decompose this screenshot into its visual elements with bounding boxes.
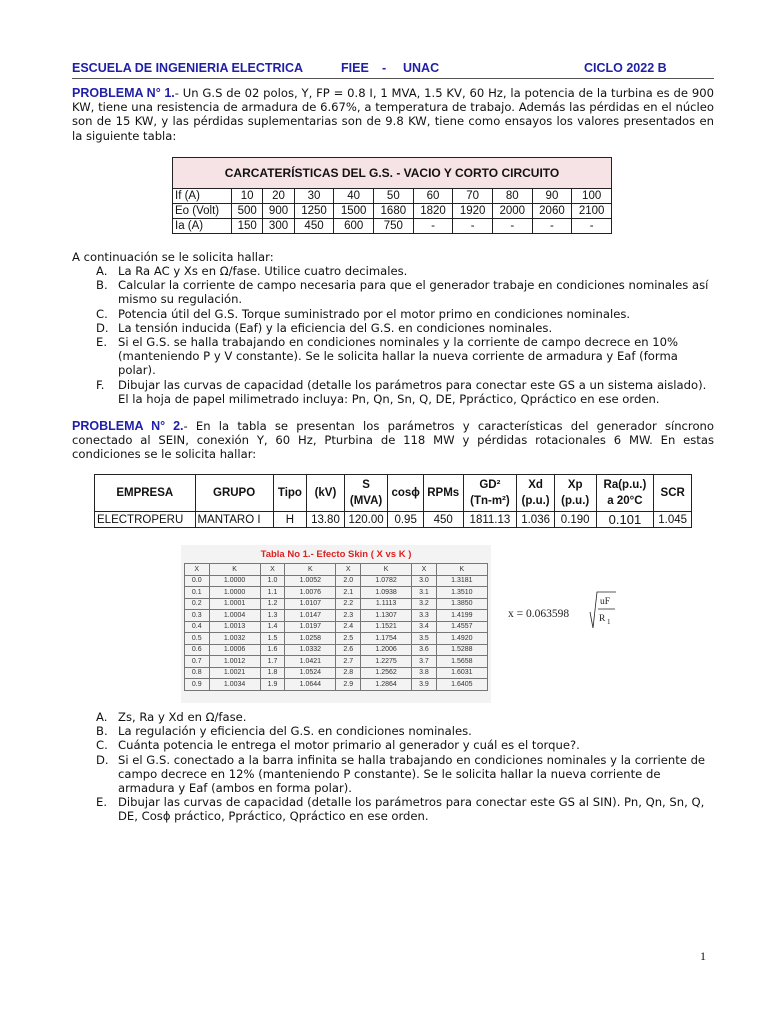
table-cell: 1.0006 (209, 644, 260, 656)
table-cell: ELECTROPERU (95, 512, 196, 528)
table-cell: 2.0 (336, 575, 361, 587)
skin-effect-table (181, 545, 491, 703)
table-cell: 2.4 (336, 621, 361, 633)
table-row (95, 512, 692, 528)
item-letter: C. (96, 306, 108, 321)
col-s (344, 475, 388, 512)
table-cell: 1811.13 (463, 512, 517, 528)
table-cell: 2000 (492, 204, 532, 219)
table-cell: 1.0197 (285, 621, 336, 633)
table-cell: 0.3 (185, 610, 210, 622)
table-cell: - (453, 219, 493, 234)
list-item (96, 278, 714, 306)
item-text: Zs, Ra y Xd en Ω/fase. (118, 710, 247, 724)
table-cell: 300 (263, 219, 294, 234)
item-letter: D. (96, 752, 109, 767)
formula-lhs: x = 0.063598 (508, 608, 570, 620)
problem-2-questions (96, 710, 714, 824)
table-cell: 1.5288 (436, 644, 487, 656)
item-text: Si el G.S. conectado a la barra infinita se halla trabajando en condiciones nominales y la corriente de campo decrece en 12% (manteniendo P constante). Se le solicita hallar la nueva corriente de armadura y Eaf (ambos en forma polar). (118, 752, 706, 796)
table-cell: 40 (334, 189, 374, 204)
table-cell: 30 (294, 189, 334, 204)
table-cell: 1.0421 (285, 656, 336, 668)
table-cell: 450 (294, 219, 334, 234)
item-letter: A. (96, 264, 108, 278)
row-label: If (A) (173, 189, 232, 204)
col-empresa: EMPRESA (95, 475, 196, 512)
table-cell: 1.3 (260, 610, 285, 622)
table-cell: 1.0 (260, 575, 285, 587)
col-ra-line1: Ra(p.u.) (603, 479, 647, 491)
table-cell: 2.7 (336, 656, 361, 668)
item-letter: F. (96, 377, 105, 392)
table-cell: 1.3510 (436, 587, 487, 599)
open-short-circuit-table (172, 157, 612, 234)
table-cell: 1.0012 (209, 656, 260, 668)
table-cell: 0.1 (185, 587, 210, 599)
list-item (96, 753, 714, 796)
table-cell: - (532, 219, 572, 234)
header-cell: X (260, 564, 285, 576)
table-cell: 750 (374, 219, 414, 234)
table-cell: 1.0013 (209, 621, 260, 633)
header-cell: K (285, 564, 336, 576)
header-dash: - (382, 61, 387, 75)
table-cell: 0.2 (185, 598, 210, 610)
university-name: UNAC (403, 61, 440, 75)
table-cell: 1500 (334, 204, 374, 219)
table-cell: 3.0 (412, 575, 437, 587)
generator-parameters-table (94, 474, 692, 528)
table-cell: 1.0107 (285, 598, 336, 610)
item-letter: E. (96, 795, 108, 810)
page-number: 1 (700, 949, 706, 963)
list-item (96, 378, 714, 406)
formula-subscript: 1 (607, 618, 611, 626)
page-header (72, 60, 714, 79)
table-cell: 3.7 (412, 656, 437, 668)
col-scr: SCR (654, 475, 692, 512)
table-cell: MANTARO I (195, 512, 273, 528)
table-cell: 20 (263, 189, 294, 204)
table-row (185, 656, 488, 668)
table-cell: 0.6 (185, 644, 210, 656)
problem-1-questions (96, 264, 714, 406)
col-ra-line2: a 20°C (607, 495, 643, 507)
problem-1-label: PROBLEMA N° 1. (72, 86, 175, 100)
table-cell: 120.00 (344, 512, 388, 528)
table-cell: 2060 (532, 204, 572, 219)
table-cell: 1.0052 (285, 575, 336, 587)
table-row (185, 587, 488, 599)
header-cell: X (185, 564, 210, 576)
table-cell: 10 (232, 189, 263, 204)
table-cell: 1.4 (260, 621, 285, 633)
table-cell: 500 (232, 204, 263, 219)
table-cell: 80 (492, 189, 532, 204)
table-row (173, 219, 612, 234)
table-cell: - (492, 219, 532, 234)
formula-denominator: R (599, 614, 606, 624)
table-cell: 0.7 (185, 656, 210, 668)
table-cell: 60 (413, 189, 453, 204)
table-cell: 1.1113 (360, 598, 411, 610)
table-cell: 1680 (374, 204, 414, 219)
table-row (185, 679, 488, 691)
table-cell: 0.4 (185, 621, 210, 633)
row-label: Eo (Volt) (173, 204, 232, 219)
col-tipo: Tipo (273, 475, 307, 512)
table-cell: 450 (423, 512, 463, 528)
table-cell: 3.1 (412, 587, 437, 599)
table-row (185, 598, 488, 610)
col-rpm: RPMs (423, 475, 463, 512)
list-item (96, 321, 714, 335)
table-1-title: CARCATERÍSTICAS DEL G.S. - VACIO Y CORTO CIRCUITO (172, 157, 612, 188)
table-cell: 3.8 (412, 667, 437, 679)
table-row (185, 633, 488, 645)
problem-2-label: PROBLEMA N° 2. (72, 419, 184, 433)
col-cos: cosϕ (388, 475, 424, 512)
skin-table-grid (184, 563, 488, 691)
table-cell: 1.0258 (285, 633, 336, 645)
table-cell: 1.0034 (209, 679, 260, 691)
list-item (96, 738, 714, 752)
col-gd-line2: (Tn-m²) (470, 495, 510, 507)
table-cell: 2.9 (336, 679, 361, 691)
table-cell: 1.3181 (436, 575, 487, 587)
table-row (173, 204, 612, 219)
item-letter: A. (96, 710, 108, 724)
problem-1-lead: A continuación se le solicita hallar: (72, 250, 274, 264)
table-cell: - (413, 219, 453, 234)
row-label: Ia (A) (173, 219, 232, 234)
col-s-line2: (MVA) (349, 495, 383, 507)
table-cell: 1920 (453, 204, 493, 219)
table-cell: 3.5 (412, 633, 437, 645)
table-cell: 0.0 (185, 575, 210, 587)
item-letter: C. (96, 738, 108, 753)
table-cell: 1.0524 (285, 667, 336, 679)
skin-formula (506, 590, 616, 634)
table-cell: 600 (334, 219, 374, 234)
header-cell: K (209, 564, 260, 576)
list-item (96, 307, 714, 321)
table-cell: 3.6 (412, 644, 437, 656)
item-text: Calcular la corriente de campo necesaria para que el generador trabaje en condiciones nominales así mismo su regulación. (118, 278, 709, 307)
col-kv: (kV) (307, 475, 345, 512)
table-cell: 1.6031 (436, 667, 487, 679)
col-xp-line2: (p.u.) (561, 495, 590, 507)
table-cell: 90 (532, 189, 572, 204)
item-text: Potencia útil del G.S. Torque suministrado por el motor primo en condiciones nominales. (118, 306, 631, 321)
table-row (185, 575, 488, 587)
faculty-name: FIEE (341, 61, 369, 75)
table-cell: 1.2275 (360, 656, 411, 668)
table-row (185, 621, 488, 633)
table-header-row (185, 564, 488, 576)
col-gd-line1: GD² (479, 479, 501, 491)
table-row (173, 189, 612, 204)
table-cell: 1.0644 (285, 679, 336, 691)
table-row (185, 667, 488, 679)
table-cell: 1.045 (654, 512, 692, 528)
col-xd-line1: Xd (528, 479, 543, 491)
table-cell: 1.6 (260, 644, 285, 656)
table-cell: 1.1521 (360, 621, 411, 633)
table-cell: 0.190 (554, 512, 596, 528)
table-cell: 1250 (294, 204, 334, 219)
cycle-label: CICLO 2022 B (584, 61, 667, 75)
table-cell: 2.6 (336, 644, 361, 656)
table-cell: 2.3 (336, 610, 361, 622)
table-cell: 1.4199 (436, 610, 487, 622)
table-cell: 1.5658 (436, 656, 487, 668)
item-text: La regulación y eficiencia del G.S. en condiciones nominales. (118, 724, 472, 739)
table-cell: - (572, 219, 612, 234)
table-cell: 1.1754 (360, 633, 411, 645)
table-cell: 1.8 (260, 667, 285, 679)
table-row (185, 610, 488, 622)
col-ra (596, 475, 654, 512)
table-cell: 1.2 (260, 598, 285, 610)
item-text: Dibujar las curvas de capacidad (detalle los parámetros para conectar este GS al SIN). Pn, Qn, Sn, Q, DE, Cosϕ práctico, Ppráctico, Qpráctico en ese orden. (118, 795, 705, 824)
school-name: ESCUELA DE INGENIERIA ELECTRICA (72, 61, 304, 75)
problem-2-statement (72, 419, 714, 462)
table-cell: 1.5 (260, 633, 285, 645)
table-cell: 1.4557 (436, 621, 487, 633)
table-cell: 2.2 (336, 598, 361, 610)
table-cell: 2.5 (336, 633, 361, 645)
table-cell: 1.036 (517, 512, 555, 528)
table-cell: 0.101 (596, 512, 654, 528)
table-1-grid (172, 188, 612, 234)
table-cell: 1.0001 (209, 598, 260, 610)
problem-1-statement (72, 86, 714, 143)
table-row (185, 644, 488, 656)
table-cell: 0.9 (185, 679, 210, 691)
table-cell: 1.1 (260, 587, 285, 599)
table-cell: 1.4920 (436, 633, 487, 645)
table-cell: 1.0032 (209, 633, 260, 645)
item-text: Si el G.S. se halla trabajando en condiciones nominales y la corriente de campo decrece en 10% (manteniendo P y V constante). Se le solicita hallar la nueva corriente de armadura y Eaf (forma polar). (118, 335, 679, 378)
skin-table-title: Tabla No 1.- Efecto Skin ( X vs K ) (260, 548, 412, 560)
table-cell: 0.8 (185, 667, 210, 679)
table-cell: 1.2006 (360, 644, 411, 656)
table-cell: 2100 (572, 204, 612, 219)
header-cell: X (336, 564, 361, 576)
list-item (96, 264, 714, 278)
table-cell: 1.6405 (436, 679, 487, 691)
item-text: La tensión inducida (Eaf) y la eficiencia del G.S. en condiciones nominales. (118, 320, 553, 335)
list-item (96, 335, 714, 378)
col-xd (517, 475, 555, 512)
col-xp (554, 475, 596, 512)
table-cell: 1820 (413, 204, 453, 219)
table-cell: 1.0938 (360, 587, 411, 599)
item-text: Cuánta potencia le entrega el motor primario al generador y cuál es el torque?. (118, 738, 580, 753)
table-cell: 100 (572, 189, 612, 204)
table-cell: 1.0021 (209, 667, 260, 679)
table-cell: 1.0332 (285, 644, 336, 656)
table-cell: 3.9 (412, 679, 437, 691)
formula-numerator: uF (600, 597, 611, 607)
table-cell: 1.7 (260, 656, 285, 668)
item-letter: D. (96, 320, 109, 335)
col-gd (463, 475, 517, 512)
list-item (96, 795, 714, 823)
problem-2-intro: - En la tabla se presentan los parámetros y características del generador síncrono conectado al SEIN, conexión Y, 60 Hz, Pturbina de 118 MW y pérdidas rotacionales 6 MW. En estas condiciones se le solicita hallar: (72, 419, 714, 462)
table-cell: 1.0147 (285, 610, 336, 622)
list-item (96, 724, 714, 738)
table-cell: 13.80 (307, 512, 345, 528)
list-item (96, 710, 714, 724)
table-cell: 1.3850 (436, 598, 487, 610)
item-letter: B. (96, 278, 108, 293)
table-cell: 1.0000 (209, 575, 260, 587)
table-cell: 1.0076 (285, 587, 336, 599)
table-cell: 0.95 (388, 512, 424, 528)
col-s-line1: S (362, 479, 370, 491)
item-letter: E. (96, 335, 108, 350)
col-grupo: GRUPO (195, 475, 273, 512)
table-cell: 1.0000 (209, 587, 260, 599)
table-cell: 1.2562 (360, 667, 411, 679)
header-cell: X (412, 564, 437, 576)
item-text: La Ra AC y Xs en Ω/fase. Utilice cuatro decimales. (118, 264, 408, 278)
table-cell: 1.2864 (360, 679, 411, 691)
table-cell: 900 (263, 204, 294, 219)
header-cell: K (436, 564, 487, 576)
table-cell: 3.3 (412, 610, 437, 622)
table-cell: 3.2 (412, 598, 437, 610)
col-xp-line1: Xp (567, 479, 583, 491)
table-cell: 1.1307 (360, 610, 411, 622)
col-xd-line2: (p.u.) (521, 495, 550, 507)
table-cell: 1.0782 (360, 575, 411, 587)
table-cell: 1.9 (260, 679, 285, 691)
table-cell: H (273, 512, 307, 528)
item-text: Dibujar las curvas de capacidad (detalle los parámetros para conectar este GS a un sistema aislado). El la hoja de papel milimetrado incluya: Pn, Qn, Sn, Q, DE, Ppráctico, Qpráctico en ese orden. (118, 377, 707, 406)
table-cell: 0.5 (185, 633, 210, 645)
header-cell: K (360, 564, 411, 576)
item-letter: B. (96, 724, 108, 739)
table-cell: 70 (453, 189, 493, 204)
table-cell: 3.4 (412, 621, 437, 633)
table-cell: 1.0004 (209, 610, 260, 622)
table-cell: 2.1 (336, 587, 361, 599)
problem-1-intro: - Un G.S de 02 polos, Y, FP = 0.8 I, 1 MVA, 1.5 KV, 60 Hz, la potencia de la turbina es de 900 KW, tiene una resistencia de armadura de 6.67%, a temperatura de trabajo. Además las pérdidas en el núcleo son de 15 KW, y las pérdidas suplementarias son de 9.8 KW, tiene como ensayos los valores presentados en la siguiente tabla: (72, 86, 714, 143)
table-cell: 50 (374, 189, 414, 204)
table-cell: 2.8 (336, 667, 361, 679)
table-cell: 150 (232, 219, 263, 234)
